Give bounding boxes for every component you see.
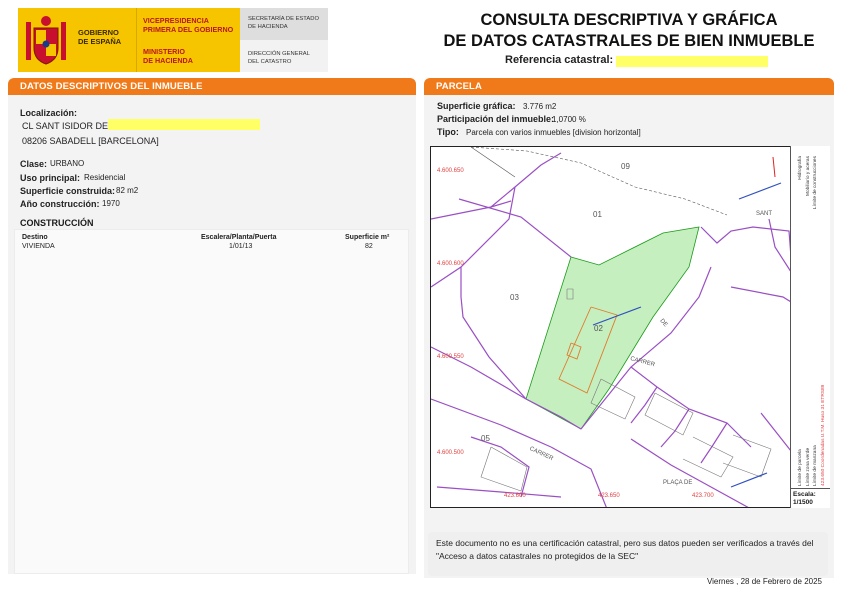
street-label-placa: PLAÇA DE [663, 480, 693, 486]
page-title: CONSULTA DESCRIPTIVA Y GRÁFICA DE DATOS CATASTRALES DE BIEN INMUEBLE [443, 11, 815, 50]
scale-label: Escala: [793, 491, 816, 498]
direccion-text: DIRECCIÓN GENERAL DEL CATASTRO [248, 51, 310, 65]
legend-mobiliario: Mobiliario y aceras [805, 156, 811, 196]
cadastral-map [430, 146, 830, 508]
legend-limite-manzana: Límite de manzana [813, 445, 818, 486]
clase-label: Clase: [20, 159, 48, 169]
coord-label-7: 423.700 [692, 493, 714, 499]
street-label-carrer-2: CARRER [629, 356, 656, 369]
vicepresidencia-text: VICEPRESIDENCIA PRIMERA DEL GOBIERNO [143, 16, 234, 34]
uso-label: Uso principal: [20, 173, 81, 183]
construccion-title: CONSTRUCCIÓN [20, 218, 94, 228]
table-header-destino: Destino [22, 234, 48, 241]
table-cell-superficie: 82 [365, 243, 373, 250]
map-legend [790, 146, 830, 488]
anio-construccion-label: Año construcción: [20, 199, 100, 209]
parcel-label-09: 09 [621, 162, 630, 171]
superficie-construida-label: Superficie construida: [20, 186, 116, 196]
table-cell-destino: VIVIENDA [22, 243, 55, 250]
parcel-label-01: 01 [593, 210, 602, 219]
street-label-sant: SANT [756, 211, 773, 217]
legend-limite-zona-verde: Límite zona verde [805, 447, 811, 486]
coord-label-5: 423.600 [504, 493, 526, 499]
secretaria-text: SECRETARÍA DE ESTADO DE HACIENDA [248, 16, 319, 30]
participacion-label: Participación del inmueble: [437, 114, 555, 124]
legend-limite-construcciones: Límite de construcciones [813, 156, 818, 210]
disclaimer-note: Este documento no es una certificación catastral, pero sus datos pueden ser verificados a través del "Acceso a datos catastrales no protegidos de la SEC" [428, 532, 828, 576]
document-date: Viernes , 28 de Febrero de 2025 [706, 577, 822, 586]
scale-value: 1/1500 [793, 499, 813, 506]
tipo-label: Tipo: [437, 127, 459, 137]
parcel-label-03: 03 [510, 293, 519, 302]
address-line2: 08206 SABADELL [BARCELONA] [22, 136, 159, 146]
datos-descriptivos-title: DATOS DESCRIPTIVOS DEL INMUEBLE [8, 78, 416, 95]
ministerio-text: MINISTERIO DE HACIENDA [143, 47, 193, 65]
table-header-superficie: Superficie m² [345, 234, 390, 241]
legend-hidrografia: Hidrografía [798, 156, 803, 180]
legend-coordenadas: 423.650 Coordenadas U.T.M. Huso 31 ETRS89 [820, 384, 826, 486]
ministry-block [136, 8, 240, 72]
tipo-value: Parcela con varios inmuebles [division horizontal] [466, 128, 641, 137]
uso-value: Residencial [84, 173, 126, 182]
cadastral-map-svg [431, 147, 830, 508]
coord-label-6: 423.650 [598, 493, 620, 499]
address-redacted [108, 119, 260, 130]
participacion-value: 1,0700 % [552, 115, 586, 124]
table-header-escalera: Escalera/Planta/Puerta [201, 234, 277, 241]
parcel-label-02: 02 [594, 324, 603, 333]
anio-construccion-value: 1970 [102, 199, 120, 208]
localizacion-label: Localización: [20, 108, 78, 118]
coat-of-arms-icon [24, 14, 68, 68]
referencia-redacted [616, 56, 768, 67]
secretaria-block [240, 8, 328, 72]
parcel-label-05: 05 [481, 434, 490, 443]
referencia-label: Referencia catastral: [505, 54, 614, 66]
legend-limite-parcela: Límite de parcela [798, 449, 803, 486]
coord-label-3: 4.600.550 [437, 354, 464, 360]
coord-label-4: 4.600.500 [437, 450, 464, 456]
street-label-de: DE [658, 318, 669, 329]
superficie-grafica-value: 3.776 m2 [523, 102, 557, 111]
clase-value: URBANO [50, 159, 85, 168]
parcela-title: PARCELA [424, 78, 834, 95]
superficie-construida-value: 82 m2 [116, 186, 139, 195]
address-line1: CL SANT ISIDOR DE [22, 121, 109, 131]
superficie-grafica-label: Superficie gráfica: [437, 101, 516, 111]
street-label-carrer-1: CARRER [528, 446, 554, 463]
construccion-table [14, 229, 409, 574]
table-cell-escalera: 1/01/13 [229, 243, 253, 250]
coord-label-1: 4.600.650 [437, 168, 464, 174]
coord-label-2: 4.600.600 [437, 261, 464, 267]
gobierno-text: GOBIERNO DE ESPAÑA [78, 28, 122, 46]
